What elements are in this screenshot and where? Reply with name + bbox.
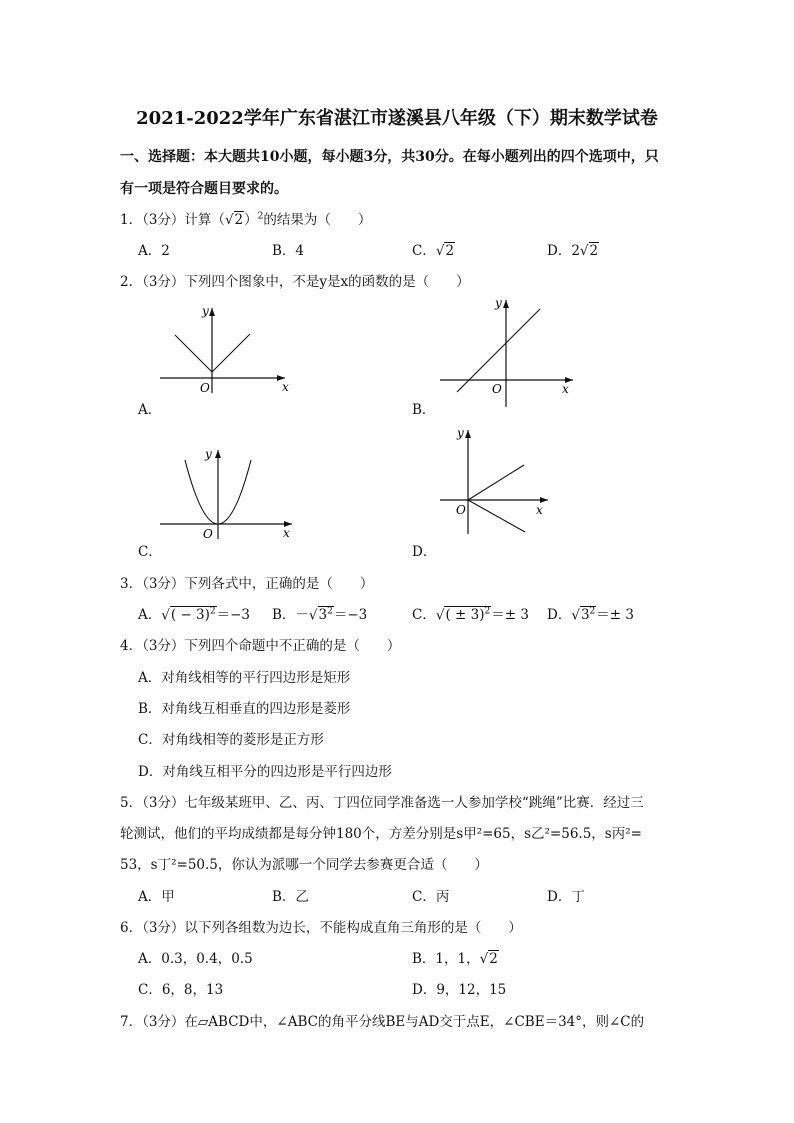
question-4: 4．（3分）下列四个命题中不正确的是（ ） [120,638,401,654]
q5-option-c: C．丙 [412,889,450,905]
q4-option-b: B．对角线互相垂直的四边形是菱形 [138,701,351,717]
svg-text:y: y [457,426,464,440]
q2-option-b: B． [412,402,436,418]
q6-option-d: D．9，12，15 [412,982,507,998]
q1-option-b: B．4 [272,243,305,259]
svg-text:y: y [495,296,502,310]
question-5-line2: 轮测试，他们的平均成绩都是每分钟180个，方差分别是s甲²=65，s乙²=56.5，s丙²= [120,826,642,842]
question-1: 1．（3分）计算$(√2)^2$的结果为（ ） [120,211,372,228]
graph-c [155,442,305,542]
section-heading: 一、选择题：本大题共10小题，每小题3分，共30分。在每小题列出的四个选项中，只 [120,149,659,165]
q5-option-d: D．丁 [547,889,585,905]
q5-option-a: A．甲 [138,889,175,905]
question-6: 6．（3分）以下列各组数为边长，不能构成直角三角形的是（ ） [120,920,522,936]
section-heading-cont: 有一项是符合题目要求的。 [120,181,288,197]
q1-option-a: A．2 [138,243,170,259]
q3-option-b: B．$-√3^2=-3$ [272,606,368,623]
svg-text:x: x [562,382,569,396]
question-3: 3．（3分）下列各式中，正确的是（ ） [120,576,374,592]
svg-text:O: O [456,503,466,517]
svg-text:O: O [200,381,210,395]
svg-text:y: y [205,447,212,461]
q6-option-a: A．0.3，0.4，0.5 [138,951,253,967]
svg-text:O: O [203,527,213,541]
q2-option-a: A． [138,402,162,418]
q2-option-c: C． [138,544,162,560]
svg-text:y: y [202,304,209,318]
graph-a [150,298,300,398]
q6-option-c: C．6，8，13 [138,982,224,998]
q4-option-a: A．对角线相等的平行四边形是矩形 [138,670,351,686]
q2-option-d: D． [412,544,437,560]
graph-b [435,292,585,412]
q5-option-b: B．乙 [272,889,309,905]
q3-option-c: C．√( ± 3)$^2$＝± 3 [412,606,529,623]
q3-option-a: A．√( − 3)$^2$＝−3 [138,606,251,623]
q1-option-c: C．√2 [412,243,455,259]
svg-text:x: x [536,503,543,517]
question-5: 5．（3分）七年级某班甲、乙、丙、丁四位同学准备选一人参加学校“跳绳”比赛．经过三 [120,795,644,811]
question-5-line3: 53，s丁²=50.5，你认为派哪一个同学去参赛更合适（ ） [120,857,488,873]
question-7: 7．（3分）在▱ABCD中，∠ABC的角平分线BE与AD交于点E，∠CBE＝34°，则∠C的 [120,1014,645,1030]
page-title: 2021-2022学年广东省湛江市遂溪县八年级（下）期末数学试卷 [136,108,658,129]
svg-text:O: O [492,382,502,396]
q6-option-b: B．1，1，√2 [412,951,498,967]
q4-option-d: D．对角线互相平分的四边形是平行四边形 [138,764,392,780]
graph-d [430,422,580,542]
q3-option-d: D．$√3^2=\pm 3$ [547,606,634,623]
question-2: 2．（3分）下列四个图象中，不是y是x的函数的是（ ） [120,274,470,290]
q4-option-c: C．对角线相等的菱形是正方形 [138,732,324,748]
svg-text:x: x [282,380,289,394]
svg-text:x: x [283,526,290,540]
q1-option-d: D．2√2 [547,243,599,259]
